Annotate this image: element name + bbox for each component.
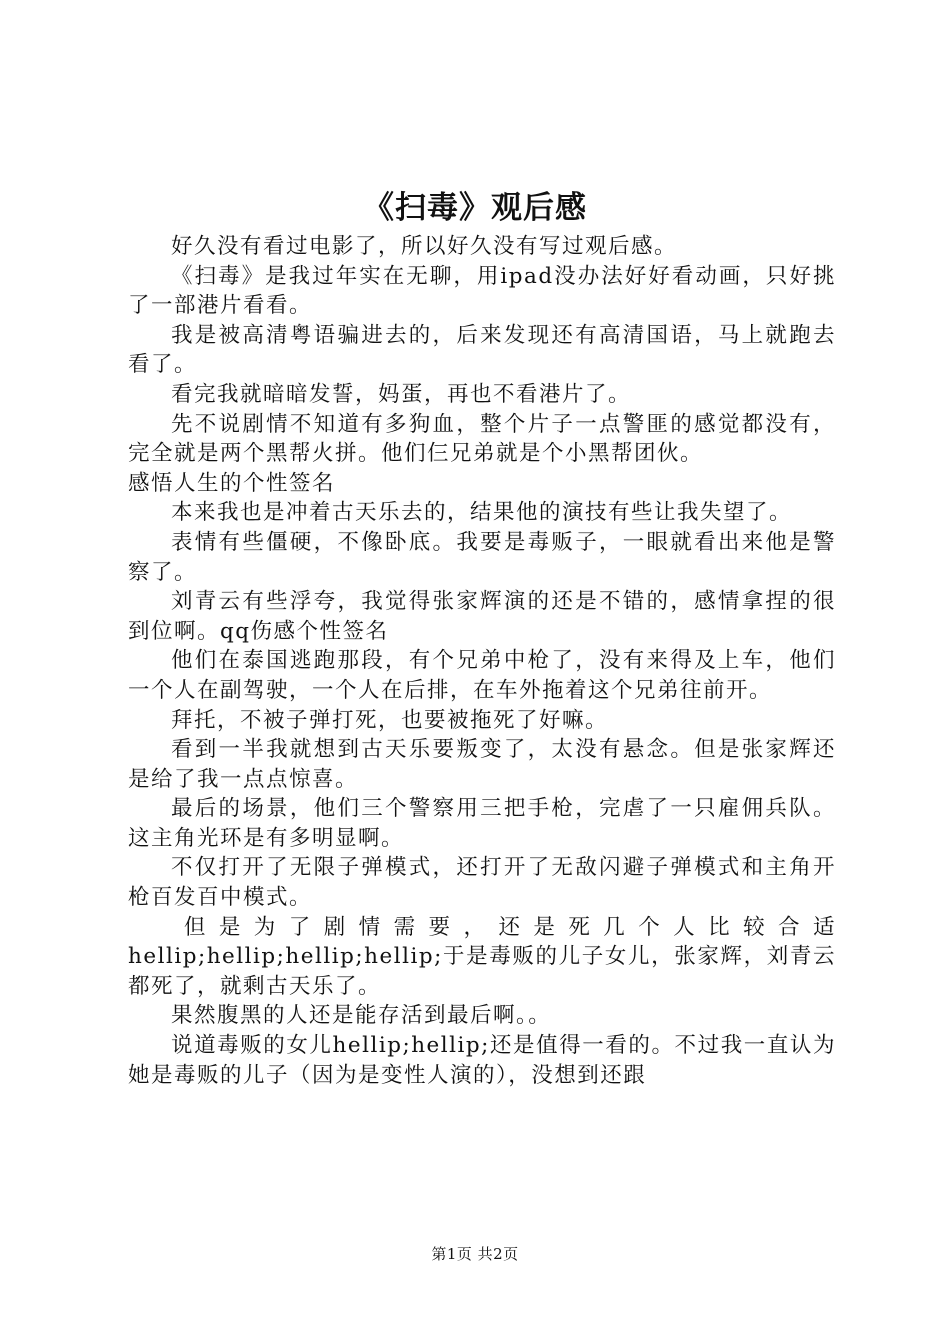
paragraph: 好久没有看过电影了，所以好久没有写过观后感。 bbox=[171, 234, 678, 259]
paragraph: 他们在泰国逃跑那段，有个兄弟中枪了，没有来得及上车，他们一个人在副驾驶，一个人在后排，在车外拖着这个兄弟往前开。 bbox=[128, 648, 836, 703]
paragraph: 刘青云有些浮夸，我觉得张家辉演的还是不错的，感情拿捏的很到位啊。qq伤感个性签名 bbox=[128, 589, 836, 644]
paragraph: 我是被高清粤语骗进去的，后来发现还有高清国语，马上就跑去看了。 bbox=[128, 322, 836, 378]
paragraph-link-text: 感悟人生的个性签名 bbox=[128, 470, 336, 496]
paragraph: 《扫毒》是我过年实在无聊，用ipad没办法好好看动画，只好挑了一部港片看看。 bbox=[128, 263, 836, 319]
page-footer: 第1页 共2页 bbox=[431, 1245, 519, 1263]
paragraph: 不仅打开了无限子弹模式，还打开了无敌闪避子弹模式和主角开枪百发百中模式。 bbox=[128, 855, 836, 911]
paragraph: 看到一半我就想到古天乐要叛变了，太没有悬念。但是张家辉还是给了我一点点惊喜。 bbox=[128, 737, 836, 792]
paragraph: 本来我也是冲着古天乐去的，结果他的演技有些让我失望了。 bbox=[171, 500, 793, 526]
paragraph: 看完我就暗暗发誓，妈蛋，再也不看港片了。 bbox=[171, 381, 632, 407]
paragraph: 先不说剧情不知道有多狗血，整个片子一点警匪的感觉都没有，完全就是两个黑帮火拼。他们仨兄弟就是个小黑帮团伙。 bbox=[128, 411, 836, 467]
paragraph: 果然腹黑的人还是能存活到最后啊。。 bbox=[171, 1003, 552, 1029]
paragraph: 但是为了剧情需要，还是死几个人比较合适hellip;hellip;hellip;hellip;于是毒贩的儿子女儿，张家辉，刘青云都死了，就剩古天乐了。 bbox=[128, 914, 836, 999]
paragraph: 说道毒贩的女儿hellip;hellip;还是值得一看的。不过我一直认为她是毒贩的儿子（因为是变性人演的），没想到还跟 bbox=[128, 1033, 836, 1088]
paragraph: 拜托，不被子弹打死，也要被拖死了好嘛。 bbox=[171, 707, 609, 733]
paragraph: 最后的场景，他们三个警察用三把手枪，完虐了一只雇佣兵队。这主角光环是有多明显啊。 bbox=[128, 796, 836, 851]
document-body bbox=[128, 232, 836, 1090]
paragraph: 表情有些僵硬，不像卧底。我要是毒贩子，一眼就看出来他是警察了。 bbox=[128, 529, 836, 585]
document-title: 《扫毒》观后感 bbox=[363, 190, 587, 226]
